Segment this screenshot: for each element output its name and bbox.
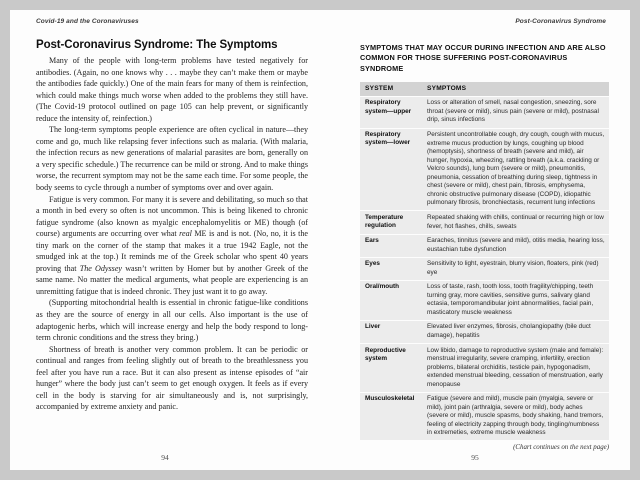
table-header-symptoms: SYMPTOMS — [427, 85, 467, 93]
table-row — [360, 321, 609, 343]
open-pages — [10, 10, 630, 470]
table-cell-symptoms: Sensitivity to light, eyestrain, blurry vision, floaters, pink (red) eye — [427, 260, 599, 276]
table-cell-system: Oral/mouth — [365, 283, 400, 291]
table-cell-system: Liver — [365, 323, 381, 331]
body-text — [36, 55, 308, 413]
table-cell-symptoms: Elevated liver enzymes, fibrosis, cholangiopathy (bile duct damage), hepatitis — [427, 323, 591, 339]
table-cell-system: Temperature regulation — [365, 213, 404, 230]
table-row — [360, 393, 609, 441]
continuation-note: (Chart continues on the next page) — [513, 444, 609, 452]
body-paragraph: Shortness of breath is another very common problem. It can be periodic or continual and ranges from feeling slightly out of breath to the breathlessness you feel after you have run a race. But it can also present as intense episodes of “air hunger” where the body just can’t seem to get enough oxygen. It feels as if every cell in the body is starving for air simultaneously and is, not surprisingly, accompanied by extreme anxiety and panic. — [36, 344, 308, 412]
table-header-row — [360, 82, 609, 96]
table-cell-symptoms: Earaches, tinnitus (severe and mild), otitis media, hearing loss, eustachian tube dysfunction — [427, 237, 605, 253]
page-number-left: 94 — [161, 453, 169, 462]
table-title: SYMPTOMS THAT MAY OCCUR DURING INFECTION AND ARE ALSO COMMON FOR THOSE SUFFERING POST-CORONAVIRUS SYNDROME — [360, 43, 606, 73]
symptoms-table — [360, 82, 609, 441]
body-paragraph: (Supporting mitochondrial health is essential in chronic fatigue-like conditions as they are the source of energy in all our cells. Also important is the use of adaptogenic herbs, which will increase energy and help the body respond to long-term chronic conditions and the stress they bring.) — [36, 298, 308, 343]
table-row — [360, 258, 609, 280]
table-header-system: SYSTEM — [365, 85, 394, 93]
body-paragraph: The long-term symptoms people experience are often cyclical in nature—they come and go, much like relapsing fever infections such as malaria. (With malaria, the infection recurs as new generations of malarial parasites are born, generally on a very specific schedule.) The recurrence can be mild or strong. And to make things worse, the recurrent symptom may not be the same each time. For some people, the body seems to cycle through a number of symptoms over and over again. — [36, 125, 308, 193]
table-cell-symptoms: Loss or alteration of smell, nasal congestion, sneezing, sore throat (severe or mild), sinus pain (severe or mild), postnasal drip, sinus infections — [427, 99, 599, 124]
table-row — [360, 129, 609, 211]
table-cell-system: Respiratory system—upper — [365, 99, 412, 115]
table-cell-system: Eyes — [365, 260, 380, 268]
table-row — [360, 344, 609, 392]
table-cell-system: Respiratory system—lower — [365, 131, 411, 147]
table-cell-symptoms: Fatigue (severe and mild), muscle pain (myalgia, severe or mild), joint pain (arthralgia, severe or mild), body aches (severe or mild), muscle spasms, body shaking, hand tremors, feeling of electricity zapping through body, tingling/numbness in extremeties, extreme muscle weakness — [427, 395, 604, 437]
table-cell-system: Reproductive system — [365, 346, 406, 362]
table-cell-symptoms: Loss of taste, rash, tooth loss, tooth fragility/chipping, teeth turning gray, more cavities, sensitive gums, salivary gland ectasia, temporomandibular joint abnormalities, facial pain, masticatory muscle weakness — [427, 283, 594, 316]
table-row — [360, 235, 609, 257]
page-number-right: 95 — [471, 453, 479, 462]
table-cell-symptoms: Repeated shaking with chills, continual or recurring high or low fever, hot flashes, chills, sweats — [427, 213, 604, 230]
table-cell-system: Ears — [365, 237, 379, 245]
table-row — [360, 211, 609, 233]
table-cell-symptoms: Persistent uncontrollable cough, dry cough, cough with mucus, extreme mucus production by lungs, coughing up blood (hemoptysis), shortness of breath (severe and mild), air hunger, hypoxia, wheezing, rattling breath (a.k.a. crackling or Velcro sounds), lung burn (severe or mild), pneumonitis, pneumonia, cessation of breathing during sleep, tightness in chest (severe or mild), chest pain, fibrosis, emphysema, chronic obstructive pulmonary disease (COPD), idiopathic pulmonary fibrosis, bronchiectasis, recurrent lung infections — [427, 131, 605, 207]
table-cell-symptoms: Low libido, damage to reproductive system (male and female): menstrual irregularity, severe cramping, infertility, erection problems, bilateral orchiditis, testicle pain, hypogonadism, extended menstrual bleeding, cessation of menstruation, early menopause — [427, 346, 604, 388]
right-page-column — [360, 43, 609, 451]
table-row — [360, 281, 609, 320]
page-title: Post-Coronavirus Syndrome: The Symptoms — [36, 39, 278, 51]
table-cell-system: Musculoskeletal — [365, 395, 415, 403]
body-paragraph: Fatigue is very common. For many it is severe and debilitating, so much so that a month in bed every so often is not uncommon. This is being likened to chronic fatigue syndrome (also known as myalgic encephalomyelitis or ME) though (of course) arguments are occurring over what real ME is and is not. (No, no, it is the tiny mark on the corner of the stamp that makes it a true 1942 Eagle, not the smudged ink at the top.) It reminds me of the Greek scholar who spent 40 years proving that The Odyssey wasn’t written by Homer but by another Greek of the same name. No matter the medical arguments, what people are experiencing is an unremitting fatigue that is indeed chronic. They just want it to go away. — [36, 194, 308, 296]
table-body — [360, 97, 609, 441]
running-head-left: Covid-19 and the Coronaviruses — [36, 18, 139, 25]
running-head-right: Post-Coronavirus Syndrome — [515, 18, 606, 25]
body-paragraph: Many of the people with long-term problems have tested negatively for antibodies. (Again, no one knows why . . . maybe they can’t make them or maybe the antibodies fade quickly.) One of the main fears for many of them is reinfection, which could make things much worse when added to the problems they still have. (The Covid-19 protocol outlined on page 105 can help prevent, or significantly reduce the intensity of, reinfection.) — [36, 56, 308, 123]
table-row — [360, 97, 609, 128]
